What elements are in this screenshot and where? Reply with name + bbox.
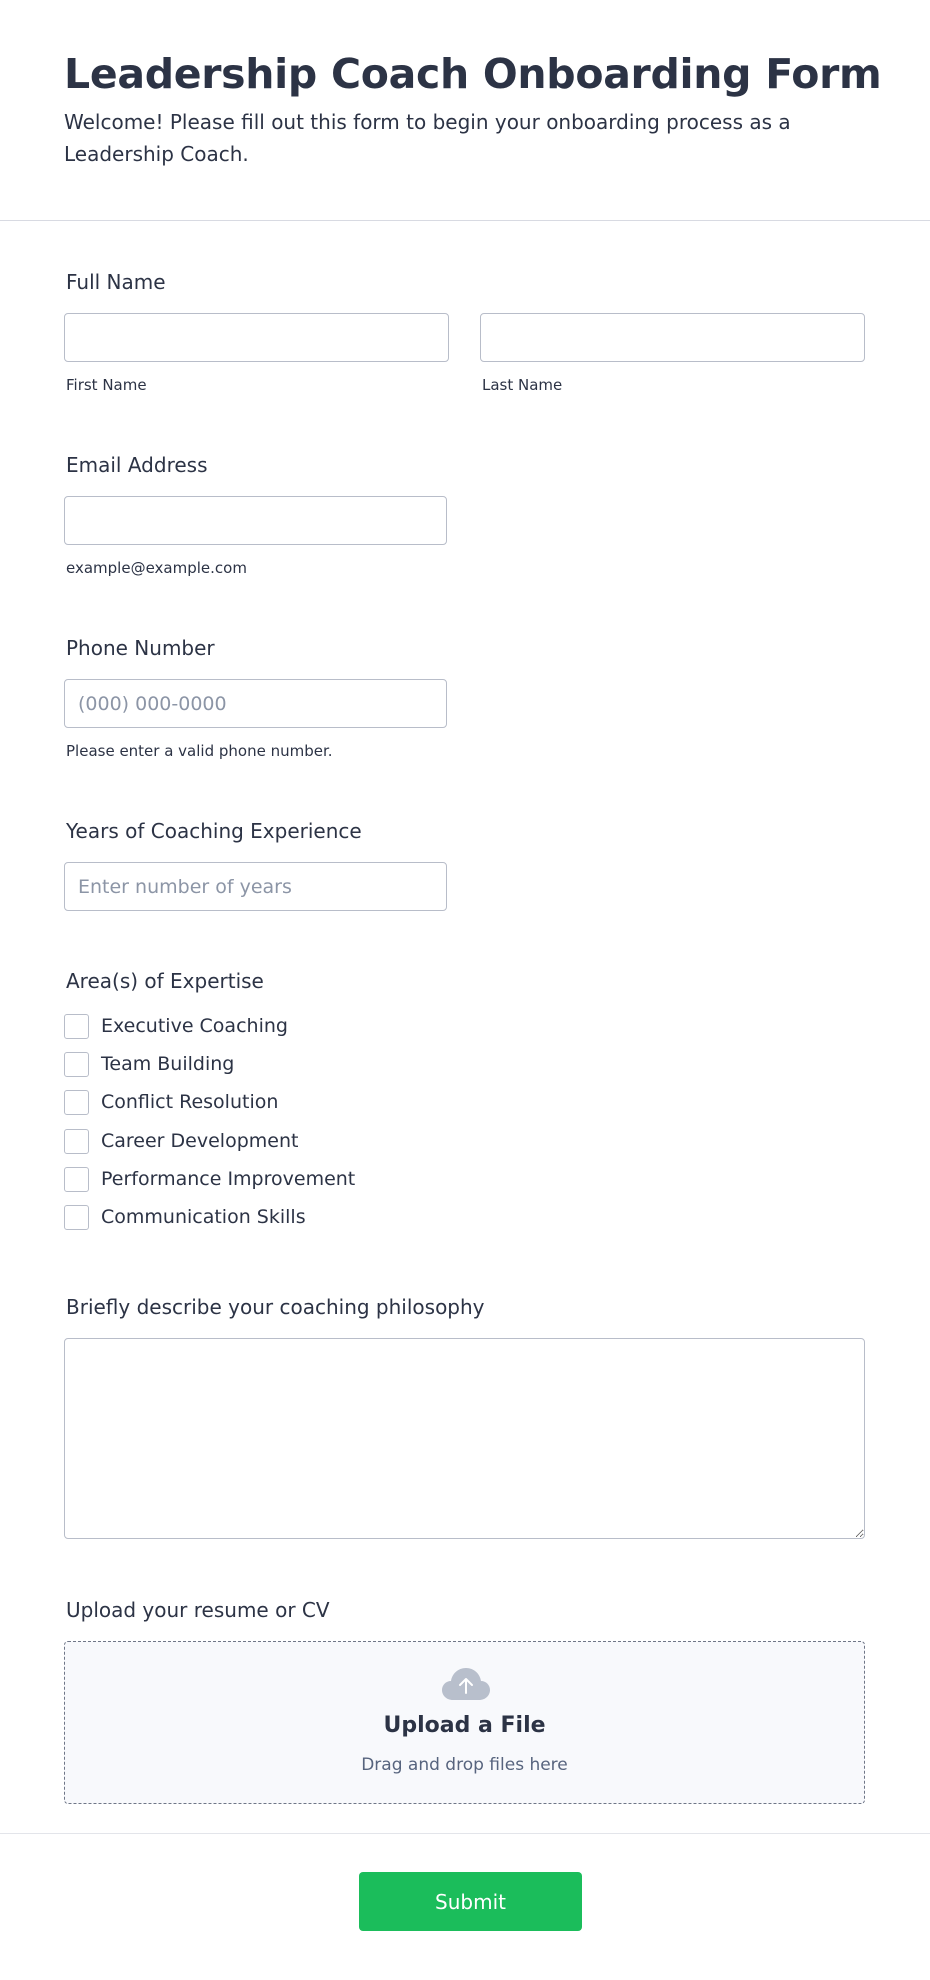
checkbox-label: Performance Improvement: [101, 1168, 356, 1190]
checkbox-label: Career Development: [101, 1130, 299, 1152]
email-sublabel: example@example.com: [66, 559, 247, 577]
checkbox-label: Communication Skills: [101, 1206, 306, 1228]
upload-title: Upload a File: [383, 1713, 546, 1738]
email-label: Email Address: [66, 453, 208, 477]
phone-input[interactable]: [64, 679, 447, 728]
checkbox-label: Executive Coaching: [101, 1015, 288, 1037]
philosophy-textarea[interactable]: [64, 1338, 865, 1539]
form-header: [0, 0, 930, 221]
checkbox-executive-coaching[interactable]: [64, 1013, 288, 1039]
checkbox[interactable]: [64, 1205, 89, 1230]
email-input[interactable]: [64, 496, 447, 545]
last-name-sublabel: Last Name: [482, 376, 563, 394]
phone-label: Phone Number: [66, 636, 215, 660]
experience-input[interactable]: [64, 862, 447, 911]
checkbox-career-development[interactable]: [64, 1128, 298, 1154]
last-name-input[interactable]: [480, 313, 865, 362]
form-subtitle: Welcome! Please fill out this form to begin your onboarding process as a Leadership Coach.: [64, 110, 791, 166]
upload-label: Upload your resume or CV: [66, 1598, 330, 1622]
file-upload-dropzone[interactable]: [64, 1641, 865, 1804]
expertise-label: Area(s) of Expertise: [66, 969, 264, 993]
submit-button[interactable]: Submit: [359, 1872, 582, 1931]
experience-label: Years of Coaching Experience: [66, 819, 362, 843]
full-name-label: Full Name: [66, 270, 166, 294]
checkbox[interactable]: [64, 1014, 89, 1039]
checkbox[interactable]: [64, 1167, 89, 1192]
checkbox-label: Conflict Resolution: [101, 1091, 279, 1113]
checkbox-conflict-resolution[interactable]: [64, 1089, 278, 1115]
footer-divider: [0, 1833, 930, 1834]
philosophy-label: Briefly describe your coaching philosophy: [66, 1295, 485, 1319]
first-name-sublabel: First Name: [66, 376, 147, 394]
checkbox-performance-improvement[interactable]: [64, 1166, 355, 1192]
checkbox[interactable]: [64, 1052, 89, 1077]
checkbox[interactable]: [64, 1129, 89, 1154]
form-title: Leadership Coach Onboarding Form: [64, 50, 882, 98]
first-name-input[interactable]: [64, 313, 449, 362]
phone-sublabel: Please enter a valid phone number.: [66, 742, 333, 760]
checkbox-communication-skills[interactable]: [64, 1204, 306, 1230]
checkbox[interactable]: [64, 1090, 89, 1115]
checkbox-team-building[interactable]: [64, 1051, 234, 1077]
cloud-upload-icon: [441, 1666, 491, 1702]
checkbox-label: Team Building: [101, 1053, 235, 1075]
upload-subtitle: Drag and drop files here: [361, 1755, 568, 1775]
